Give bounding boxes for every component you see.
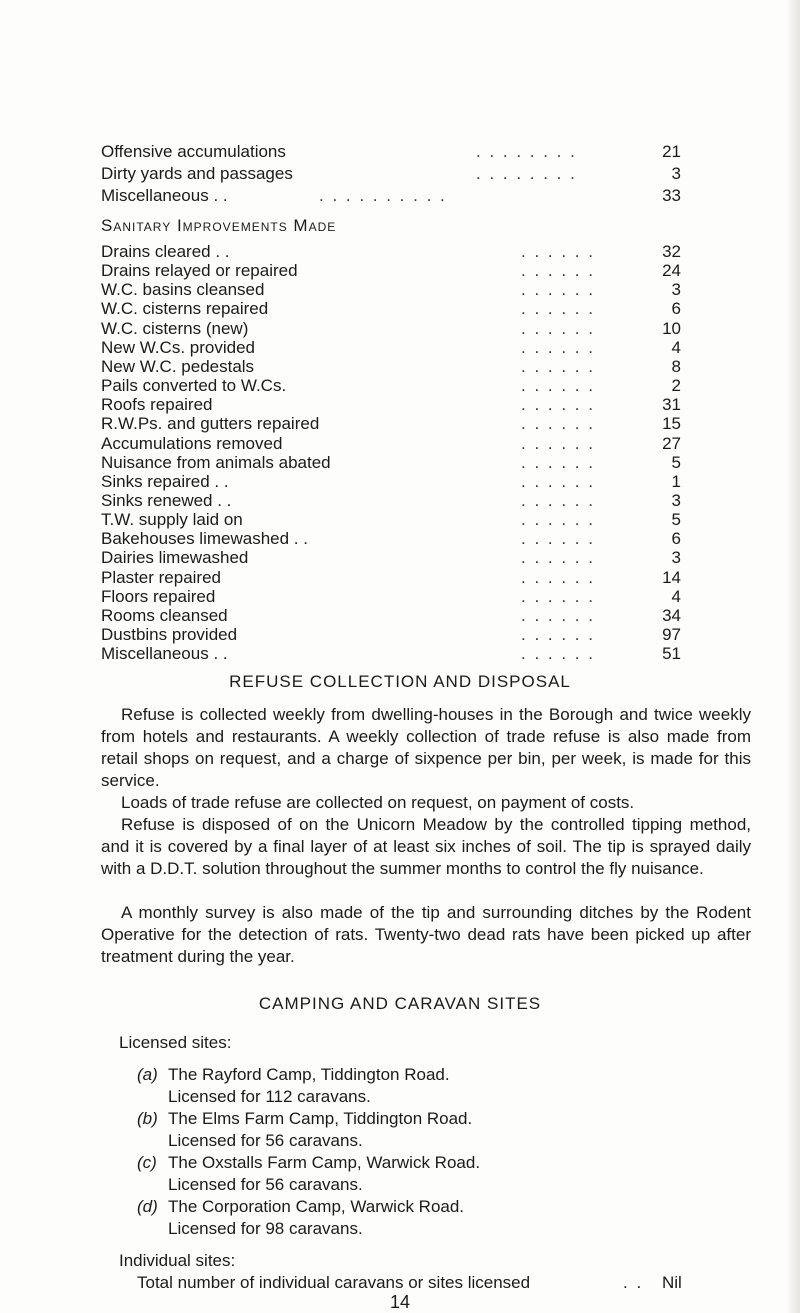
row-label: R.W.Ps. and gutters repaired [101,414,320,434]
site-name: The Oxstalls Farm Camp, Warwick Road. [168,1153,481,1172]
table-row [101,529,681,548]
row-value: 4 [671,586,681,606]
row-value: 3 [671,164,681,183]
table-row [101,163,681,185]
site-licence: Licensed for 112 caravans. [168,1087,371,1106]
section-heading-sanitary: Sanitary Improvements Made [101,216,337,235]
row-value: 24 [662,261,681,281]
row-value: 31 [662,395,681,415]
site-letter: (d) [137,1197,158,1216]
row-label: Sinks renewed . . [101,490,232,510]
row-label: Roofs repaired [101,395,213,415]
row-label: Sinks repaired . . [101,471,229,491]
row-value: 97 [662,625,681,644]
row-label: W.C. basins cleansed [101,280,265,300]
leader-dots: . . . . . . [521,452,595,472]
leader-dots: . . . . . . [521,395,595,415]
row-value: 21 [662,142,681,161]
row-label: Offensive accumulations [101,142,286,161]
row-value: 32 [662,242,681,261]
row-label: Nuisance from animals abated [101,452,331,472]
leader-dots: . . . . . . [521,318,595,338]
table-row [101,338,681,357]
site-letter: (a) [137,1065,158,1084]
site-letter: (c) [137,1153,157,1172]
individual-sites-label: Individual sites: [119,1251,236,1270]
table-row [101,242,681,261]
leader-dots: . . . . . . [521,433,595,453]
row-value: 15 [662,414,681,434]
table-row [101,280,681,299]
table-row [101,141,681,163]
licensed-sites-label: Licensed sites: [119,1033,232,1052]
row-label: New W.C. pedestals [101,356,255,376]
row-label: Bakehouses limewashed . . [101,529,308,549]
row-value: 3 [671,280,681,300]
table-row [101,472,681,491]
table-row [101,644,681,663]
table-row [101,319,681,338]
table-row [101,414,681,433]
paragraph: Loads of trade refuse are collected on request, on payment of costs. [121,793,635,812]
row-value: 8 [671,356,681,376]
leader-dots: . . . . . . [521,414,595,434]
site-name: The Corporation Camp, Warwick Road. [168,1197,465,1216]
row-label: New W.Cs. provided [101,337,255,357]
table-row [101,568,681,587]
row-label: T.W. supply laid on [101,510,243,530]
table-row [101,453,681,472]
row-value: 2 [671,376,681,396]
row-label: Drains relayed or repaired [101,261,298,281]
row-value: 27 [662,433,681,453]
paragraph: Refuse is disposed of on the Unicorn Meadow by the controlled tipping method, and it is covered by a final layer of at least six inches of soil. The tip is sprayed daily with a D.D.T. solution throughout the summer months to control the fly nuisance. [101,815,751,878]
leader-dots: . . . . . . [521,337,595,357]
leader-dots: . . . . . . [521,625,595,644]
leader-dots: . . . . . . [521,510,595,530]
paragraph: Refuse is collected weekly from dwelling-houses in the Borough and twice weekly from hotels and restaurants. A weekly collection of trade refuse is also made from retail shops on request, and a charge of sixpence per bin, per week, is made for this service. [101,705,751,790]
leader-dots: . . . . . . [521,261,595,281]
leader-dots: . . . . . . [521,586,595,606]
row-value: 10 [662,318,681,338]
leader-dots: . . . . . . [521,299,595,319]
row-value: 6 [671,529,681,549]
site-name: The Rayford Camp, Tiddington Road. [168,1065,450,1084]
row-label: W.C. cisterns repaired [101,299,269,319]
row-label: Miscellaneous . . [101,186,228,205]
leader-dots: . . . . . . [521,280,595,300]
row-label: W.C. cisterns (new) [101,318,249,338]
row-label: Drains cleared . . [101,242,230,261]
table-row [101,185,681,207]
leader-dots: . . . . . . [521,605,595,625]
table-row [101,357,681,376]
row-value: 6 [671,299,681,319]
table-row [101,261,681,280]
row-value: 14 [662,567,681,587]
leader-dots: . . [623,1273,644,1292]
table-row [101,510,681,529]
row-value: 5 [671,510,681,530]
row-label: Floors repaired [101,586,216,606]
leader-dots: . . . . . . [521,529,595,549]
leader-dots: . . . . . . [521,567,595,587]
table-row [101,299,681,318]
leader-dots: . . . . . . [521,376,595,396]
row-value: 33 [662,186,681,205]
table-row [101,606,681,625]
section-heading-refuse: REFUSE COLLECTION AND DISPOSAL [229,672,571,691]
table-row [101,548,681,567]
table-row [101,625,681,644]
site-licence: Licensed for 56 caravans. [168,1131,363,1150]
leader-dots: . . . . . . [521,356,595,376]
row-label: Pails converted to W.Cs. [101,376,287,396]
section-heading-camping: CAMPING AND CARAVAN SITES [258,994,542,1013]
row-value: 5 [671,452,681,472]
row-value: 3 [671,548,681,568]
table-row [101,395,681,414]
table-row [101,491,681,510]
site-licence: Licensed for 98 caravans. [168,1219,363,1238]
row-value: 3 [671,490,681,510]
row-label: Accumulations removed [101,433,283,453]
page-number: 14 [389,1292,411,1312]
site-name: The Elms Farm Camp, Tiddington Road. [168,1109,473,1128]
individual-sites-value: Nil [662,1273,682,1292]
row-value: 4 [671,337,681,357]
table-row [101,376,681,395]
leader-dots: . . . . . . . . . . [319,186,447,205]
row-label: Dairies limewashed [101,548,249,568]
row-label: Plaster repaired [101,567,222,587]
leader-dots: . . . . . . . . [476,164,577,183]
table-row [101,434,681,453]
leader-dots: . . . . . . [521,548,595,568]
leader-dots: . . . . . . [521,242,595,261]
leader-dots: . . . . . . [521,644,595,664]
row-label: Dustbins provided [101,625,238,644]
leader-dots: . . . . . . [521,471,595,491]
row-label: Rooms cleansed [101,605,228,625]
site-letter: (b) [137,1109,158,1128]
row-label: Miscellaneous . . [101,644,228,664]
paragraph: A monthly survey is also made of the tip and surrounding ditches by the Rodent Operative for the detection of rats. Twenty-two dead rats have been picked up after treatment during the year. [101,903,751,966]
leader-dots: . . . . . . . . [476,142,577,161]
individual-sites-line: Total number of individual caravans or sites licensed [137,1273,531,1292]
table-row [101,587,681,606]
row-value: 51 [662,644,681,664]
row-label: Dirty yards and passages [101,164,293,183]
row-value: 34 [662,605,681,625]
row-value: 1 [671,471,681,491]
leader-dots: . . . . . . [521,490,595,510]
site-licence: Licensed for 56 caravans. [168,1175,363,1194]
